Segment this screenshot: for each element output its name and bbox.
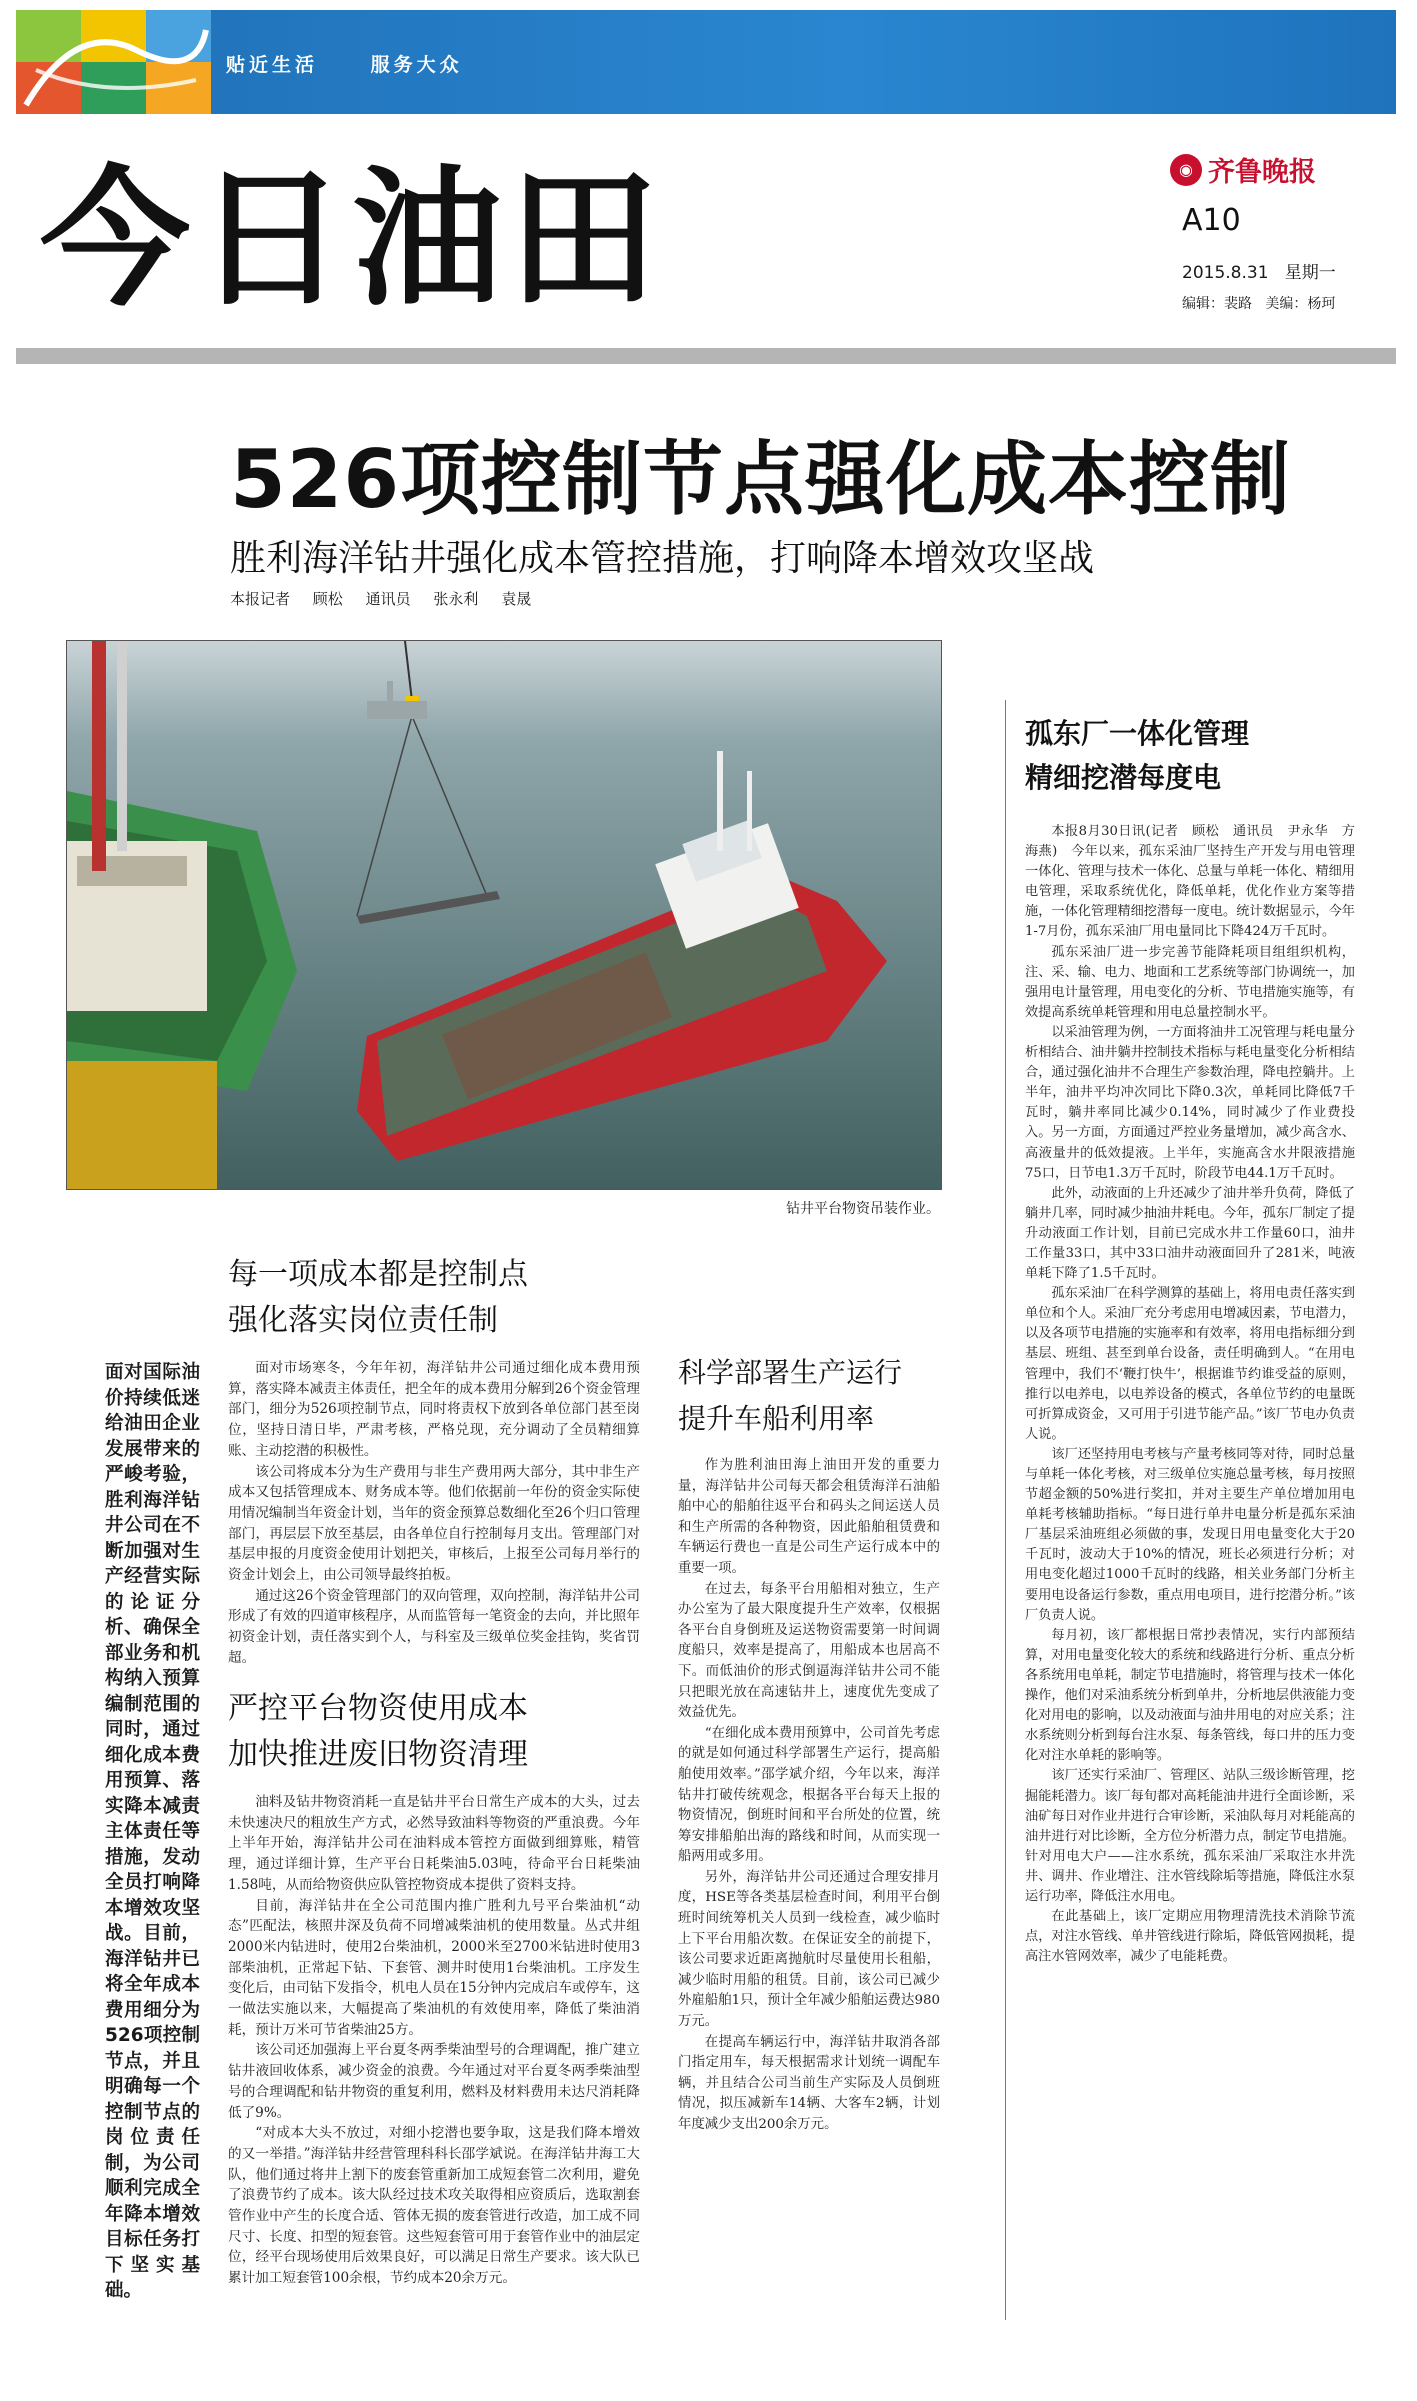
- section1-body: [228, 1358, 640, 1669]
- sidebar-para: 在此基础上，该厂定期应用物理清洗技术消除节流点，对注水管线、单井管线进行除垢，降低管网损耗，提高注水管网效率，减少了电能耗费。: [1025, 1909, 1355, 1965]
- byline-role-1: 本报记者: [230, 590, 291, 608]
- top-banner: [16, 10, 1396, 114]
- banner-swirl-icon: [16, 10, 211, 114]
- masthead-title: 今日油田: [40, 153, 665, 327]
- section1-para: 面对市场寒冬，今年年初，海洋钻井公司通过细化成本费用预算，落实降本减责主体责任，把全年的成本费用分解到26个资金管理部门，细分为526项控制节点，同时将责权下放到各单位部门甚至岗位，坚持日清日毕，严肃考核，严格兑现，充分调动了全员精细算账、主动挖潜的积极性。: [228, 1360, 640, 1459]
- main-headline: 526项控制节点强化成本控制: [230, 433, 1291, 526]
- editor: 编辑：裴路: [1182, 296, 1252, 312]
- sidebar-head1: 孤东厂一体化管理: [1025, 717, 1250, 750]
- main-subhead: 胜利海洋钻井强化成本管控措施，打响降本增效攻坚战: [230, 538, 1095, 579]
- section1-head2: 强化落实岗位责任制: [228, 1303, 498, 1338]
- sidebar-body: [1025, 822, 1355, 1967]
- slogan-1: 贴近生活: [226, 54, 319, 76]
- sidebar-para: 每月初，该厂都根据日常抄表情况，实行内部预结算，对用电量变化较大的系统和线路进行分析、重点分析各系统用电单耗，制定节电措施时，将管理与技术一体化操作，他们对采油系统分析到单井，分析地层供液能力变化对用电的影响，以及动液面与油井用电的对应关系；注水系统则分析到每台注水泵、每条管线，每口井的压力变化对注水单耗的影响等。: [1025, 1627, 1355, 1764]
- banner-logo: [16, 10, 211, 114]
- section3-head2: 提升车船利用率: [678, 1402, 875, 1435]
- section2-para: 目前，海洋钻井在全公司范围内推广胜利九号平台柴油机“动态”匹配法，核照井深及负荷不同增减柴油机的使用数量。丛式井组2000米内钻进时，使用2台柴油机，2000米至2700米钻进时使用3部柴油机，正常起下钻、下套管、测井时使用1台柴油机。工序发生变化后，由司钻下发指令，机电人员在15分钟内完成启车或停车，这一做法实施以来，大幅提高了柴油机的有效使用率，降低了柴油消耗，预计万米可节省柴油25方。: [228, 1897, 640, 2038]
- byline-name-3: 袁晟: [501, 590, 532, 608]
- issue-weekday: 星期一: [1284, 263, 1336, 283]
- lead-summary: 面对国际油价持续低迷给油田企业发展带来的严峻考验，胜利海洋钻井公司在不断加强对生产经营实际的论证分析、确保全部业务和机构纳入预算编制范围的同时，通过细化成本费用预算、落实降本减责主体责任等措施，发动全员打响降本增效攻坚战。目前，海洋钻井已将全年成本费用细分为526项控制节点，并且明确每一个控制节点的岗位责任制，为公司顺利完成全年降本增效目标任务打下坚实基础。: [105, 1362, 200, 2301]
- paper-logo: [1170, 150, 1400, 189]
- page-number: A10: [1182, 203, 1241, 238]
- section1-para: 该公司将成本分为生产费用与非生产费用两大部分，其中非生产成本又包括管理成本、财务成本等。他们依据前一年份的资金实际使用情况编制当年资金计划，当年的资金预算总数细化至26个归口管理部门，再层层下放至基层，由各单位自行控制每月支出。管理部门对基层申报的月度资金使用计划把关，审核后，上报至公司每月举行的资金计划会上，由公司领导最终拍板。: [228, 1463, 640, 1584]
- byline-name-1: 顾松: [312, 590, 343, 608]
- issue-date: 2015.8.31: [1182, 263, 1269, 283]
- banner-slogan: [226, 50, 505, 77]
- sidebar-para: 此外，动液面的上升还减少了油井举升负荷，降低了躺井几率，同时减少抽油井耗电。今年，孤东厂制定了提升动液面工作计划，目前已完成水井工作量60口，油井工作量33口，其中33口油井动液面回升了281米，吨液单耗下降了1.5千瓦时。: [1025, 1185, 1355, 1282]
- section-cost-control: [228, 1252, 640, 1669]
- slogan-2: 服务大众: [370, 54, 463, 76]
- section-materials: [228, 1686, 640, 2289]
- sidebar-divider: [1005, 700, 1006, 2320]
- section3-para: “在细化成本费用预算中，公司首先考虑的就是如何通过科学部署生产运行，提高船舶使用效率。”邵学斌介绍，今年以来，海洋钻井打破传统观念，根据各平台每天上报的物资情况，倒班时间和平台所处的位置，统筹安排船舶出海的路线和时间，从而实现一船两用或多用。: [678, 1725, 940, 1865]
- section3-body: [678, 1456, 940, 2136]
- section3-para: 在过去，每条平台用船相对独立，生产办公室为了最大限度提升生产效率，仅根据各平台自身倒班及运送物资需要第一时间调度船只，效率是提高了，用船成本也居高不下。而低油价的形式倒逼海洋钻井公司不能只把眼光放在高速钻井上，速度优先变成了效益优先。: [678, 1581, 940, 1721]
- header-divider: [16, 348, 1396, 364]
- section1-head1: 每一项成本都是控制点: [228, 1257, 528, 1292]
- section3-para: 作为胜利油田海上油田开发的重要力量，海洋钻井公司每天都会租赁海洋石油船舶中心的船舶往返平台和码头之间运送人员和生产所需的各种物资，因此船舶租赁费和车辆运行费也一直是公司生产运行成本中的重要一项。: [678, 1458, 940, 1576]
- section3-para: 在提高车辆运行中，海洋钻井取消各部门指定用车，每天根据需求计划统一调配车辆，并且结合公司当前生产实际及人员倒班情况，拟压减新车14辆、大客车2辆，计划年度减少支出200余万元。: [678, 2034, 940, 2132]
- section2-para: 该公司还加强海上平台夏冬两季柴油型号的合理调配，推广建立钻井液回收体系，减少资金的浪费。今年通过对平台夏冬两季柴油型号的合理调配和钻井物资的重复利用，燃料及材料费用未达尺消耗降低了9%。: [228, 2042, 640, 2121]
- byline-name-2: 张永利: [433, 590, 479, 608]
- section3-head1: 科学部署生产运行: [678, 1356, 903, 1389]
- main-byline: [230, 588, 549, 609]
- main-photo: [66, 640, 942, 1190]
- date-line: [1182, 258, 1400, 283]
- section2-head2: 加快推进废旧物资清理: [228, 1737, 528, 1772]
- masthead-info: [1170, 150, 1400, 330]
- sidebar-para: 该厂还坚持用电考核与产量考核同等对待，同时总量与单耗一体化考核，对三级单位实施总量考核，每月按照节超金额的50%进行奖扣，并对主要生产单位增加用电单耗考核辅助指标。“每日进行单井电量分析是孤东采油厂基层采油班组必须做的事，发现日用电量变化大于20千瓦时，波动大于10%的情况，班长必须进行分析；对用电变化超过1000千瓦时的线路，相关业务部门分析主要用电设备运行参数，重点用电项目，进行挖潜分析。”该厂负责人说。: [1025, 1446, 1355, 1623]
- sidebar-para: 孤东采油厂在科学测算的基础上，将用电责任落实到单位和个人。采油厂充分考虑用电增减因素，节电潜力，以及各项节电措施的实施率和有效率，将用电指标细分到基层、班组、甚至到单台设备，责任明确到人。“在用电管理中，我们不‘鞭打快牛’，根据谁节约谁受益的原则，推行以电养电，以电养设备的模式，各单位节约的电量既可折算成资金，又可用于引进节能产品。”该厂节电办负责人说。: [1025, 1286, 1355, 1442]
- section2-para: “对成本大头不放过，对细小挖潜也要争取，这是我们降本增效的又一举措。”海洋钻井经营管理科科长邵学斌说。在海洋钻井海工大队，他们通过将井上割下的废套管重新加工成短套管二次利用，避免了浪费节约了成本。该大队经过技术攻关取得相应资质后，选取割套管作业中产生的长度合适、管体无损的废套管进行改造，加工成不同尺寸、长度、扣型的短套管。这些短套管可用于套管作业中的油层定位，经平台现场使用后效果良好，可以满足日常生产要求。该大队已累计加工短套管100余根，节约成本20余万元。: [228, 2125, 640, 2287]
- editor-line: [1182, 293, 1400, 313]
- section2-para: 油料及钻井物资消耗一直是钻井平台日常生产成本的大头，过去未快速决尺的粗放生产方式，必然导致油料等物资的严重浪费。今年上半年开始，海洋钻井公司在油料成本管控方面做到细算账，精管理，通过详细计算，生产平台日耗柴油5.03吨，待命平台日耗柴油1.58吨，从而给物资供应队管控物资成本提供了资料支持。: [228, 1794, 640, 1893]
- section2-head1: 严控平台物资使用成本: [228, 1691, 528, 1726]
- designer: 美编：杨珂: [1265, 296, 1336, 312]
- section3-para: 另外，海洋钻井公司还通过合理安排月度，HSE等各类基层检查时间，利用平台倒班时间统筹机关人员到一线检查，减少临时上下平台用船次数。在保证安全的前提下，该公司要求近距离抛航时尽量使用长租船，减少临时用船的租赁。目前，该公司已减少外雇船舶1只，预计全年减少船舶运费达980万元。: [678, 1869, 940, 2030]
- paper-name: 齐鲁晚报: [1208, 157, 1316, 188]
- sidebar-para: 孤东采油厂进一步完善节能降耗项目组组织机构，注、采、输、电力、地面和工艺系统等部门协调统一，加强用电计量管理，用电变化的分析、节电措施实施等，有效提高系统单耗管理和用电总量控制水平。: [1025, 944, 1355, 1020]
- byline-role-2: 通讯员: [365, 590, 411, 608]
- masthead: [40, 150, 760, 330]
- section2-body: [228, 1792, 640, 2289]
- section-transport: [678, 1350, 940, 2136]
- sidebar-article: [1025, 712, 1355, 1967]
- ship-photo-illustration: [67, 641, 942, 1190]
- photo-caption: 钻井平台物资吊装作业。: [786, 1201, 940, 1217]
- sidebar-head2: 精细挖潜每度电: [1025, 761, 1222, 794]
- sidebar-para: 该厂还实行采油厂、管理区、站队三级诊断管理，挖掘能耗潜力。该厂每旬都对高耗能油井进行全面诊断，采油矿每日对作业井进行合审诊断，采油队每月对耗能高的油井进行对比诊断，全方位分析潜力点，制定节电措施。针对用电大户——注水系统，孤东采油厂采取注水井洗井、调井、作业增注、注水管线除垢等措施，降低注水泵运行功率，降低注水用电。: [1025, 1768, 1355, 1904]
- sidebar-para: 本报8月30日讯(记者 顾松 通讯员 尹永华 方海燕) 今年以来，孤东采油厂坚持生产开发与用电管理一体化、管理与技术一体化、总量与单耗一体化、精细用电管理，采取系统优化，降低单耗，优化作业方案等措施，一体化管理精细挖潜每一度电。统计数据显示，今年1-7月份，孤东采油厂用电量同比下降424万千瓦时。: [1025, 824, 1355, 940]
- section1-para: 通过这26个资金管理部门的双向管理，双向控制，海洋钻井公司形成了有效的四道审核程序，从而监管每一笔资金的去向，并比照年初资金计划，责任落实到个人，与科室及三级单位奖金挂钩，奖省罚超。: [228, 1587, 640, 1666]
- sidebar-para: 以采油管理为例，一方面将油井工况管理与耗电量分析相结合、油井躺井控制技术指标与耗电量变化分析相结合，通过强化油井不合理生产参数治理，降电控躺井。上半年，油井平均冲次同比下降0.3次，单耗同比降低7千瓦时，躺井率同比减少0.14%，同时减少了作业费投入。另一方面，方面通过严控业务量增加，减少高含水、高液量井的低效提液。上半年，实施高含水井限液措施75口，日节电1.3万千瓦时，阶段节电44.1万千瓦时。: [1025, 1024, 1355, 1181]
- paper-logo-icon: ◉: [1170, 154, 1202, 186]
